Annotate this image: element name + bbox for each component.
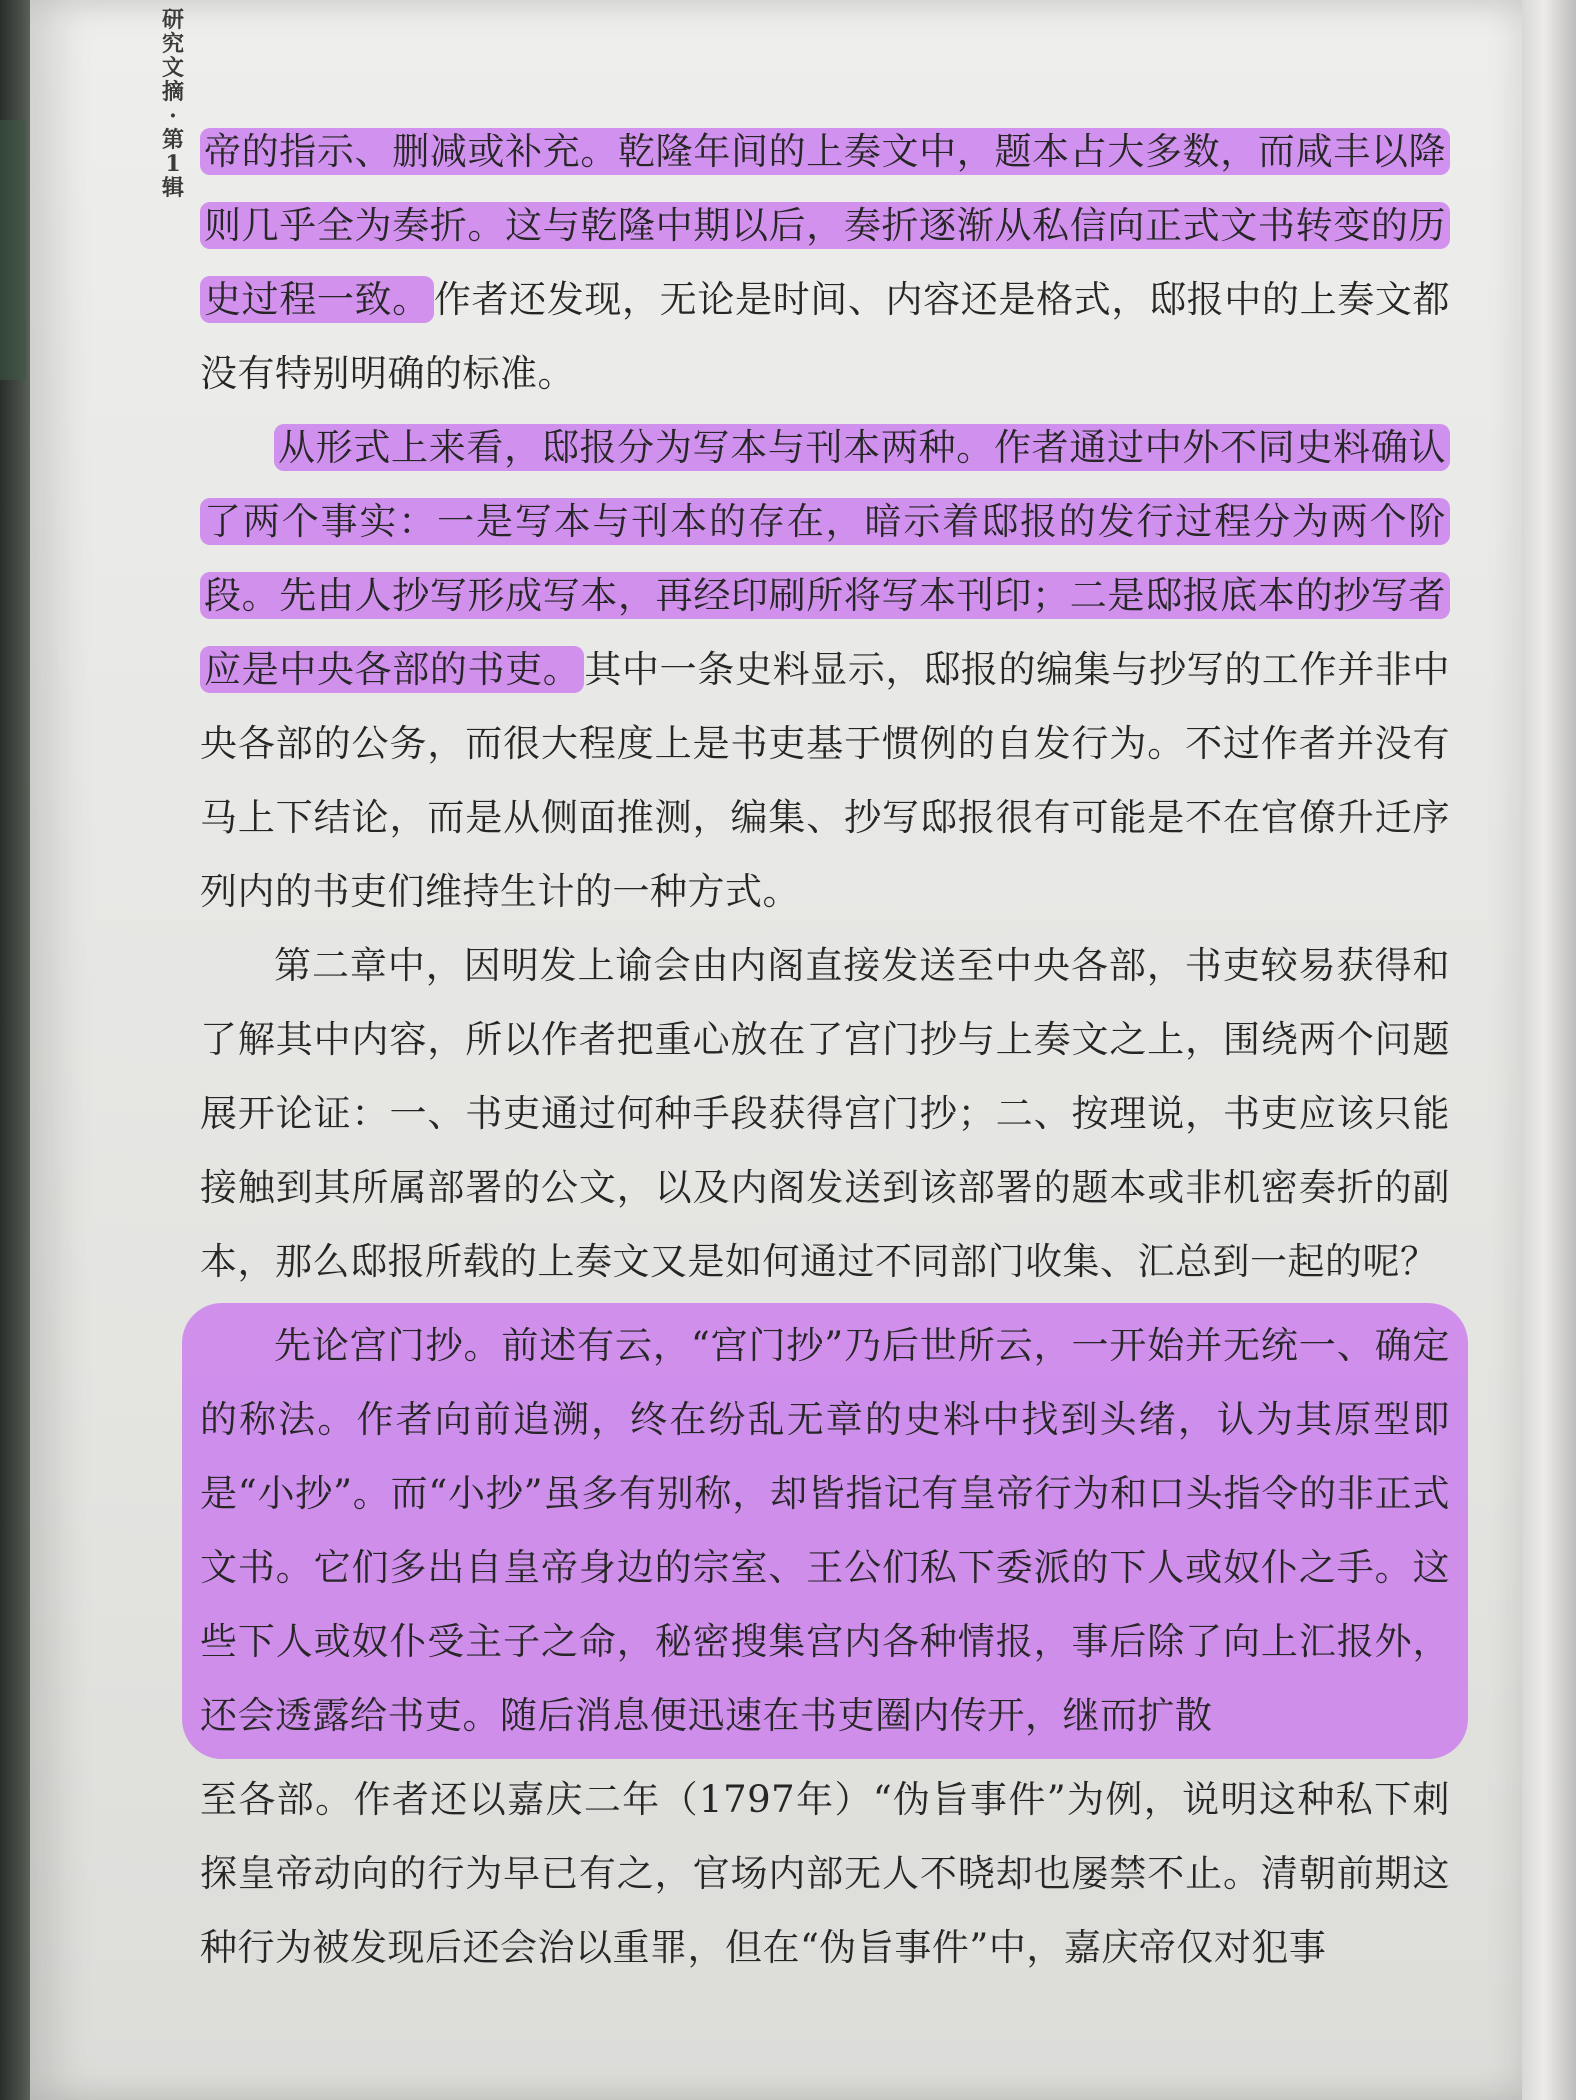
running-head: 研究文摘·第1辑 [161,7,184,201]
paragraph-3-text: 第二章中，因明发上谕会由内阁直接发送至中央各部，书吏较易获得和了解其中内容，所以作者把重心放在了宫门抄与上奏文之上，围绕两个问题展开论证：一、书吏通过何种手段获得宫门抄；二、按理说，书吏应该只能接触到其所属部署的公文，以及内阁发送到该部署的题本或非机密奏折的副本，那么邸报所载的上奏文又是如何通过不同部门收集、汇总到一起的呢？ [200,944,1450,1283]
book-page [30,0,1530,2100]
highlight-1: 帝的指示、删减或补充。乾隆年间的上奏文中，题本占大多数，而咸丰以降则几乎全为奏折。这与乾隆中期以后，奏折逐渐从私信向正式文书转变的历史过程一致。 [200,128,1450,323]
highlight-box [182,1303,1468,1759]
book-right-edge [1522,0,1576,2100]
paragraph-2-text: 其中一条史料显示，邸报的编集与抄写的工作并非中央各部的公务，而很大程度上是书吏基于惯例的自发行为。不过作者并没有马上下结论，而是从侧面推测，编集、抄写邸报很有可能是不在官僚升迁序列内的书吏们维持生计的一种方式。 [200,648,1450,913]
body-text [200,115,1450,1985]
paragraph-1-text: 作者还发现，无论是时间、内容还是格式，邸报中的上奏文都没有特别明确的标准。 [200,278,1450,395]
paragraph-4-highlight [200,1309,1450,1753]
paragraph-4-rest: 至各部。作者还以嘉庆二年（1797年）“伪旨事件”为例，说明这种私下刺探皇帝动向的行为早已有之，官场内部无人不晓却也屡禁不止。清朝前期这种行为被发现后还会治以重罪，但在“伪旨事件”中，嘉庆帝仅对犯事 [200,1778,1450,1969]
paragraph-4-text [200,1763,1450,1985]
highlight-2: 从形式上来看，邸报分为写本与刊本两种。作者通过中外不同史料确认了两个事实：一是写本与刊本的存在，暗示着邸报的发行过程分为两个阶段。先由人抄写形成写本，再经印刷所将写本刊印；二是邸报底本的抄写者应是中央各部的书吏。 [200,424,1450,693]
paragraph-1 [200,115,1450,411]
highlight-4: 先论宫门抄。前述有云，“宫门抄”乃后世所云，一开始并无统一、确定的称法。作者向前追溯，终在纷乱无章的史料中找到头绪，认为其原型即是“小抄”。而“小抄”虽多有别称，却皆指记有皇帝行为和口头指令的非正式文书。它们多出自皇帝身边的宗室、王公们私下委派的下人或奴仆之手。这些下人或奴仆受主子之命，秘密搜集宫内各种情报，事后除了向上汇报外，还会透露给书吏。随后消息便迅速在书吏圈内传开，继而扩散 [200,1324,1450,1737]
paragraph-2 [200,411,1450,929]
paragraph-3 [200,929,1450,1299]
